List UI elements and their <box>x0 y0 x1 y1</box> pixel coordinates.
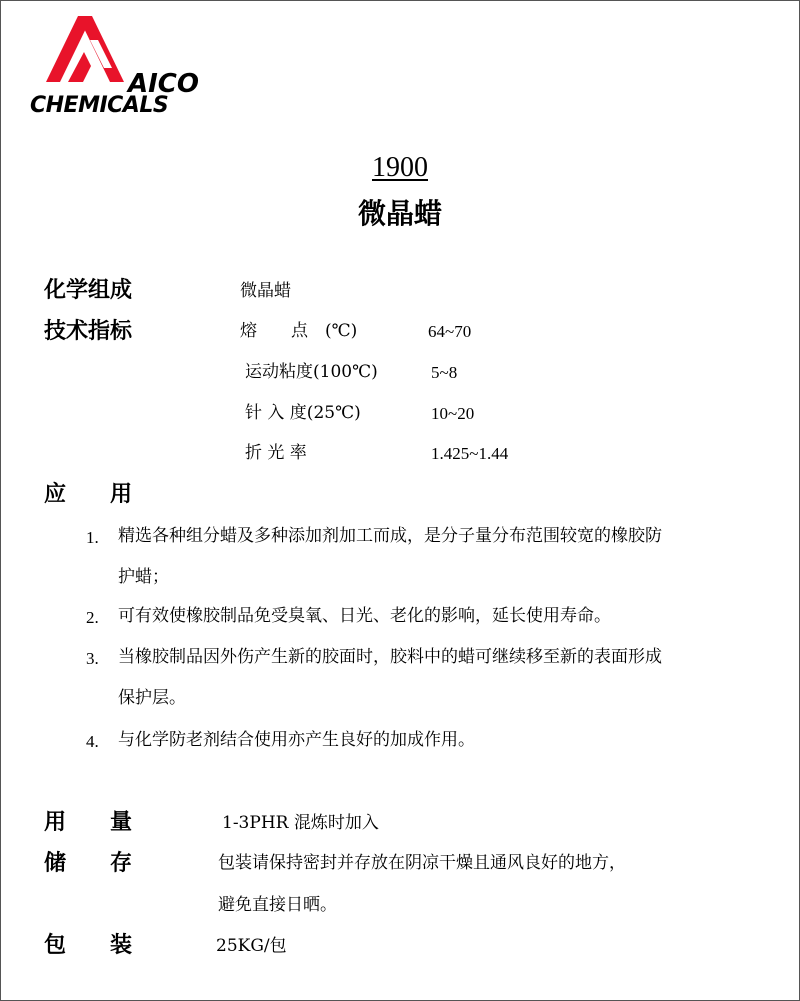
spec-value: 10~20 <box>431 404 475 423</box>
list-item-text: 与化学防老剂结合使用亦产生良好的加成作用。 <box>118 730 475 750</box>
list-item-number: 3. <box>86 649 99 668</box>
specs-label: 技术指标 <box>44 319 133 344</box>
product-code: 1900 <box>372 152 428 183</box>
dosage-value: 1-3PHR 混炼时加入 <box>222 813 379 833</box>
logo-triangle-icon <box>28 16 138 86</box>
spec-name: 熔 点 (℃) <box>240 321 358 341</box>
list-item-number: 1. <box>86 528 99 547</box>
spec-value: 1.425~1.44 <box>431 444 509 463</box>
spec-name: 针 入 度(25℃) <box>245 403 361 423</box>
list-item-text: 精选各种组分蜡及多种添加剂加工而成，是分子量分布范围较宽的橡胶防 <box>118 526 662 546</box>
dosage-label: 用 量 <box>44 810 133 835</box>
composition-label: 化学组成 <box>44 278 133 303</box>
list-item-text: 保护层。 <box>118 688 186 708</box>
packaging-value: 25KG/包 <box>216 936 287 956</box>
spec-value: 5~8 <box>431 363 458 382</box>
list-item-text: 护蜡； <box>118 567 169 587</box>
storage-text: 避免直接日晒。 <box>218 895 337 915</box>
spec-name: 折 光 率 <box>245 443 307 463</box>
list-item-text: 当橡胶制品因外伤产生新的胶面时，胶料中的蜡可继续移至新的表面形成 <box>118 647 662 667</box>
application-label: 应 用 <box>44 482 133 507</box>
list-item-text: 可有效使橡胶制品免受臭氧、日光、老化的影响，延长使用寿命。 <box>118 606 611 626</box>
packaging-label: 包 装 <box>44 933 133 958</box>
spec-name: 运动粘度(100℃) <box>245 362 378 382</box>
composition-value: 微晶蜡 <box>240 281 291 301</box>
storage-label: 储 存 <box>44 851 133 876</box>
product-name: 微晶蜡 <box>357 197 442 230</box>
company-logo <box>28 16 208 120</box>
logo-text-chemicals: CHEMICALS <box>30 93 169 118</box>
list-item-number: 4. <box>86 732 99 751</box>
list-item-number: 2. <box>86 608 99 627</box>
spec-value: 64~70 <box>428 322 472 341</box>
logo-text-aico: AICO <box>128 69 199 99</box>
storage-text: 包装请保持密封并存放在阴凉干燥且通风良好的地方， <box>218 853 626 873</box>
